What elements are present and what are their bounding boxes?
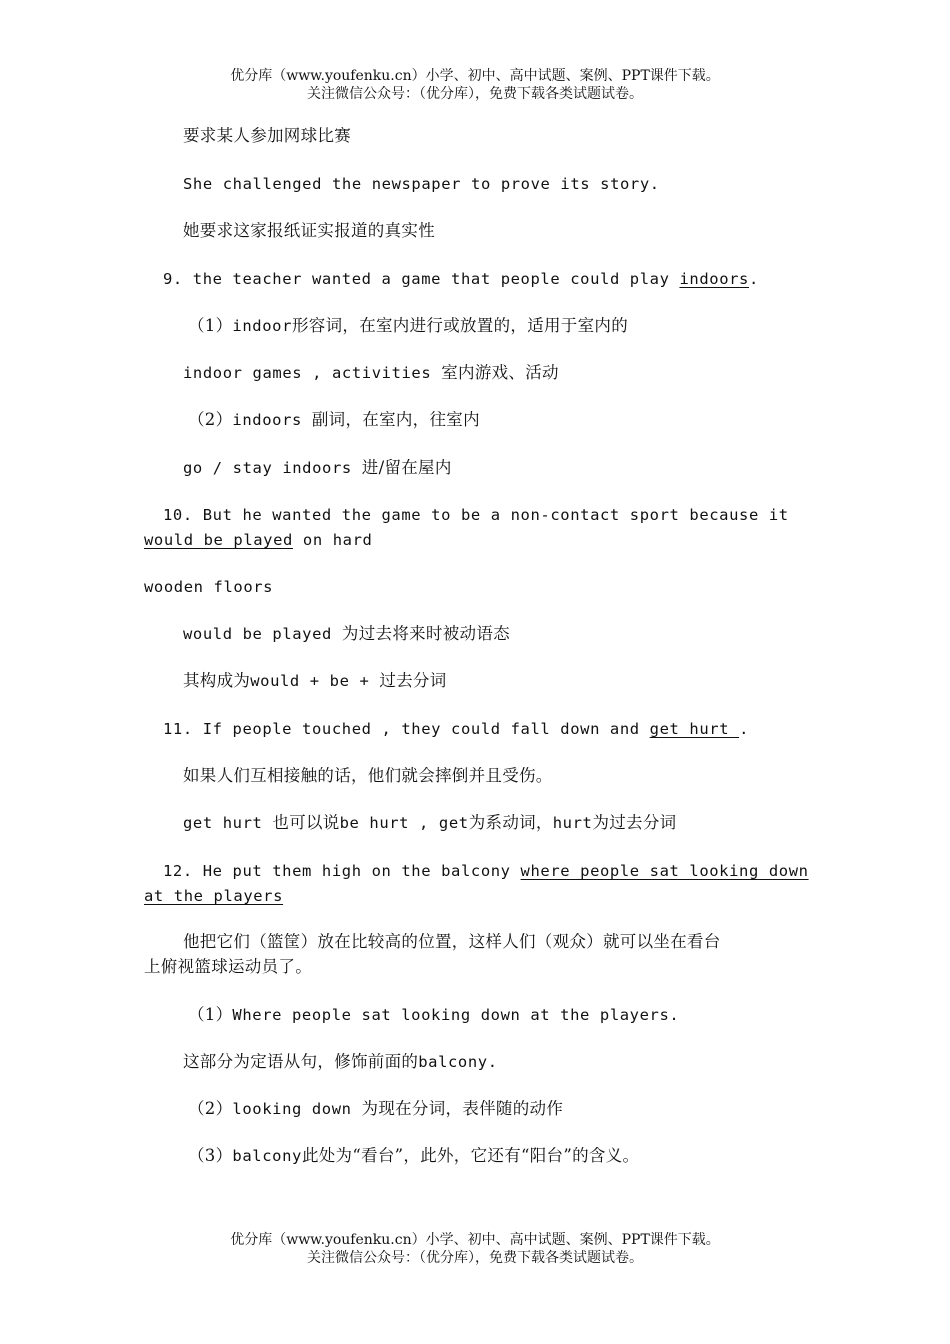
item-number: 9. bbox=[163, 270, 183, 288]
item-text: But he wanted the game to be a non-contact sport because it bbox=[192, 506, 789, 524]
list-marker: （2） bbox=[188, 410, 233, 429]
phrase: looking down bbox=[232, 1100, 362, 1118]
explanation: 也可以说 bbox=[272, 813, 340, 832]
explanation: 进/留在屋内 bbox=[361, 458, 452, 477]
item-11 bbox=[163, 718, 749, 740]
item-text: He put them high on the balcony bbox=[192, 862, 521, 880]
explanation: 其构成为 bbox=[183, 671, 251, 690]
item-number: 12. bbox=[163, 862, 193, 880]
phrase: balcony bbox=[232, 1147, 302, 1165]
phrase: go / stay indoors bbox=[183, 459, 362, 477]
list-marker: （2） bbox=[188, 1099, 233, 1118]
explanation: 这部分为定语从句，修饰前面的 bbox=[183, 1052, 419, 1071]
header-line-2: 关注微信公众号：（优分库），免费下载各类试题试卷。 bbox=[307, 86, 643, 102]
explanation: 此处为“看台”，此外，它还有“阳台”的含义。 bbox=[301, 1146, 640, 1165]
page-footer bbox=[0, 1231, 950, 1267]
item-number: 11. bbox=[163, 720, 193, 738]
explanation: 室内游戏、活动 bbox=[441, 363, 559, 382]
text-line: 她要求这家报纸证实报道的真实性 bbox=[183, 221, 435, 240]
underlined-phrase: would be played bbox=[144, 531, 293, 549]
text-line: 他把它们（篮筐）放在比较高的位置，这样人们（观众）就可以坐在看台 bbox=[183, 932, 721, 951]
text-line bbox=[183, 812, 676, 834]
footer-line-2: 关注微信公众号：（优分库），免费下载各类试题试卷。 bbox=[307, 1250, 643, 1266]
list-marker: （1） bbox=[188, 316, 233, 335]
phrase: would be played bbox=[183, 625, 342, 643]
underlined-phrase: indoors bbox=[679, 270, 749, 288]
item-text: If people touched , they could fall down and bbox=[192, 720, 650, 738]
phrase: balcony. bbox=[418, 1053, 498, 1071]
text-line bbox=[188, 1004, 679, 1026]
list-marker: （1） bbox=[188, 1005, 233, 1024]
item-10 bbox=[163, 504, 789, 526]
formula: would + be + bbox=[250, 672, 380, 690]
underlined-phrase: where people sat looking down bbox=[520, 862, 809, 880]
phrase: Where people sat looking down at the players. bbox=[232, 1006, 680, 1024]
text-line bbox=[188, 315, 628, 337]
text-line bbox=[188, 409, 480, 431]
item-10-cont bbox=[144, 529, 372, 551]
list-marker: （3） bbox=[188, 1146, 233, 1165]
item-10-cont-2: wooden floors bbox=[144, 578, 274, 596]
explanation: 为现在分词，表伴随的动作 bbox=[361, 1099, 564, 1118]
item-text: . bbox=[749, 270, 759, 288]
text-line bbox=[183, 1051, 498, 1073]
underlined-phrase: get hurt bbox=[649, 720, 740, 738]
footer-line-1: 优分库（www.youfenku.cn）小学、初中、高中试题、案例、PPT课件下载。 bbox=[230, 1232, 720, 1248]
item-text: the teacher wanted a game that people could play bbox=[182, 270, 680, 288]
explanation: 副词，在室内，往室内 bbox=[311, 410, 480, 429]
text-line bbox=[188, 1098, 563, 1120]
phrase: hurt bbox=[552, 814, 593, 832]
term: indoors bbox=[232, 411, 312, 429]
item-text: on hard bbox=[292, 531, 373, 549]
text-line bbox=[188, 1145, 639, 1167]
explanation: 形容词，在室内进行或放置的，适用于室内的 bbox=[292, 316, 628, 335]
underlined-phrase: at the players bbox=[144, 887, 284, 905]
text-line: 如果人们互相接触的话，他们就会摔倒并且受伤。 bbox=[183, 766, 553, 785]
explanation: 为过去将来时被动语态 bbox=[341, 624, 510, 643]
text-line bbox=[183, 457, 452, 479]
example-sentence: She challenged the newspaper to prove its story. bbox=[183, 175, 660, 193]
item-number: 10. bbox=[163, 506, 193, 524]
term: indoor bbox=[232, 317, 292, 335]
text-line: 上俯视篮球运动员了。 bbox=[144, 957, 312, 976]
text-line bbox=[183, 362, 559, 384]
item-12 bbox=[163, 860, 809, 882]
phrase: get hurt bbox=[183, 814, 273, 832]
explanation: 为过去分词 bbox=[592, 813, 677, 832]
item-9 bbox=[163, 268, 759, 290]
text-line: 要求某人参加网球比赛 bbox=[183, 126, 351, 145]
explanation: 为系动词， bbox=[468, 813, 553, 832]
text-line bbox=[183, 670, 447, 692]
item-text: . bbox=[739, 720, 749, 738]
page-header bbox=[0, 67, 950, 103]
phrase: indoor games , activities bbox=[183, 364, 442, 382]
text-line bbox=[183, 623, 510, 645]
header-line-1: 优分库（www.youfenku.cn）小学、初中、高中试题、案例、PPT课件下载。 bbox=[230, 68, 720, 84]
phrase: be hurt , get bbox=[339, 814, 469, 832]
item-12-cont bbox=[144, 885, 283, 907]
explanation: 过去分词 bbox=[379, 671, 447, 690]
